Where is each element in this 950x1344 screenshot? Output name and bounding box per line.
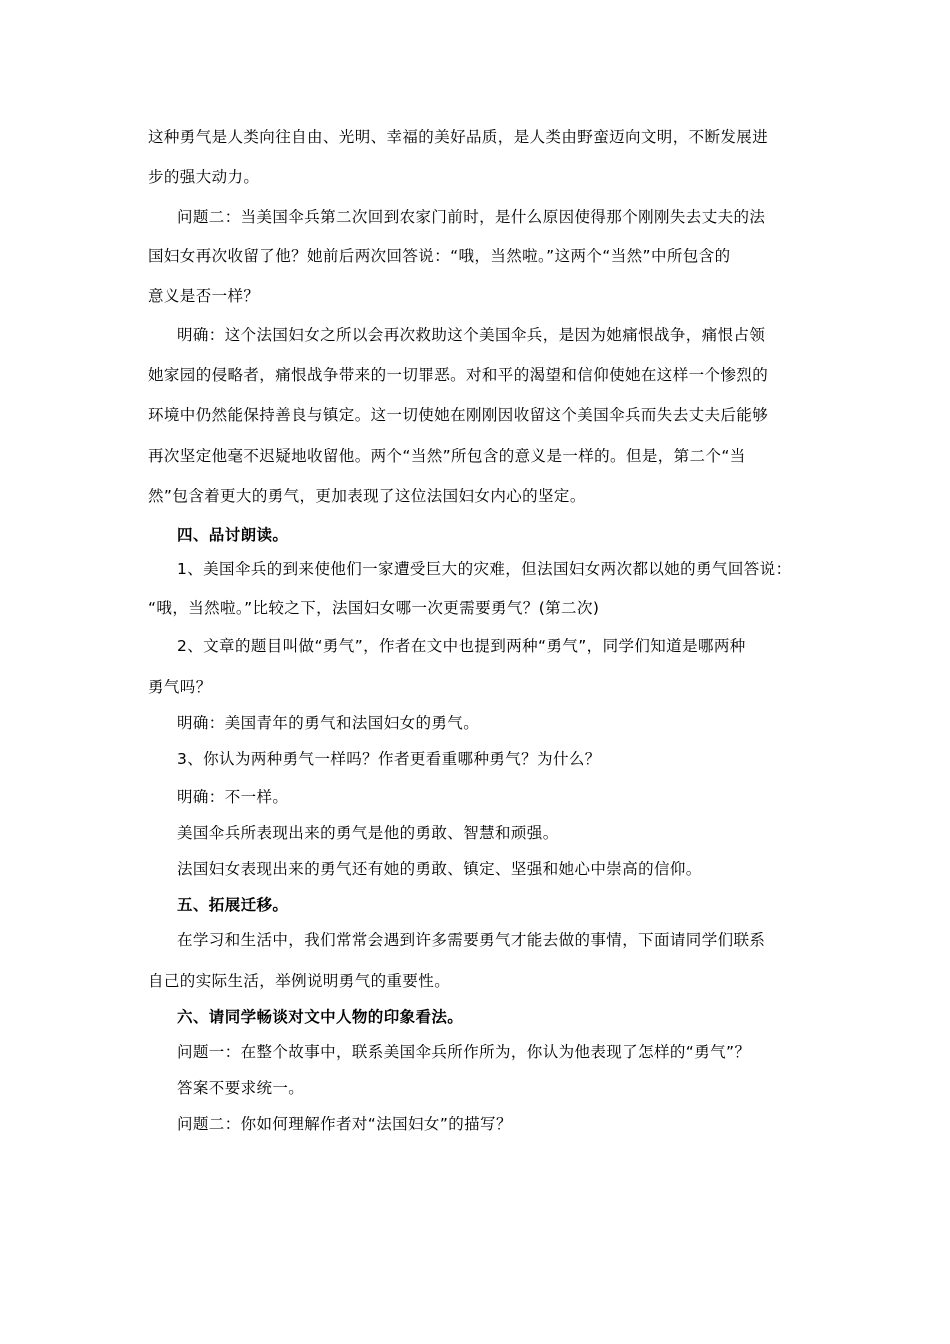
- paragraph-line: 国妇女再次收留了他？她前后两次回答说：“哦，当然啦。”这两个“当然”中所包含的: [148, 247, 731, 265]
- paragraph-line: 自己的实际生活，举例说明勇气的重要性。: [148, 972, 451, 990]
- paragraph-line: 然”包含着更大的勇气，更加表现了这位法国妇女内心的坚定。: [148, 487, 586, 505]
- paragraph-line: 3、你认为两种勇气一样吗？作者更看重哪种勇气？为什么？: [177, 750, 601, 768]
- section-heading: 六、请同学畅谈对文中人物的印象看法。: [177, 1008, 464, 1026]
- paragraph-line: 法国妇女表现出来的勇气还有她的勇敢、镇定、坚强和她心中崇高的信仰。: [177, 860, 702, 878]
- paragraph-line: 再次坚定他毫不迟疑地收留他。两个“当然”所包含的意义是一样的。但是，第二个“当: [148, 447, 746, 465]
- paragraph-line: 2、文章的题目叫做“勇气”，作者在文中也提到两种“勇气”，同学们知道是哪两种: [177, 637, 746, 655]
- paragraph-line: 明确：不一样。: [177, 788, 289, 806]
- paragraph-line: 意义是否一样？: [148, 287, 260, 305]
- paragraph-line: “哦，当然啦。”比较之下，法国妇女哪一次更需要勇气？(第二次): [148, 599, 600, 617]
- paragraph-line: 1、美国伞兵的到来使他们一家遭受巨大的灾难，但法国妇女两次都以她的勇气回答说：: [177, 560, 792, 578]
- section-heading: 四、品讨朗读。: [177, 526, 289, 544]
- paragraph-line: 问题一：在整个故事中，联系美国伞兵所作所为，你认为他表现了怎样的“勇气”？: [177, 1043, 751, 1061]
- paragraph-line: 步的强大动力。: [148, 168, 260, 186]
- paragraph-line: 她家园的侵略者，痛恨战争带来的一切罪恶。对和平的渴望和信仰使她在这样一个惨烈的: [148, 366, 769, 384]
- paragraph-line: 明确：美国青年的勇气和法国妇女的勇气。: [177, 714, 480, 732]
- section-heading: 五、拓展迁移。: [177, 896, 289, 914]
- paragraph-line: 明确：这个法国妇女之所以会再次救助这个美国伞兵，是因为她痛恨战争，痛恨占领: [177, 326, 766, 344]
- paragraph-line: 环境中仍然能保持善良与镇定。这一切使她在刚刚因收留这个美国伞兵而失去丈夫后能够: [148, 406, 769, 424]
- paragraph-line: 这种勇气是人类向往自由、光明、幸福的美好品质，是人类由野蛮迈向文明，不断发展进: [148, 128, 769, 146]
- paragraph-line: 问题二：你如何理解作者对“法国妇女”的描写？: [177, 1115, 512, 1133]
- paragraph-line: 美国伞兵所表现出来的勇气是他的勇敢、智慧和顽强。: [177, 824, 559, 842]
- paragraph-line: 问题二：当美国伞兵第二次回到农家门前时，是什么原因使得那个刚刚失去丈夫的法: [177, 208, 766, 226]
- paragraph-line: 在学习和生活中，我们常常会遇到许多需要勇气才能去做的事情，下面请同学们联系: [177, 931, 766, 949]
- paragraph-line: 勇气吗？: [148, 678, 212, 696]
- paragraph-line: 答案不要求统一。: [177, 1079, 305, 1097]
